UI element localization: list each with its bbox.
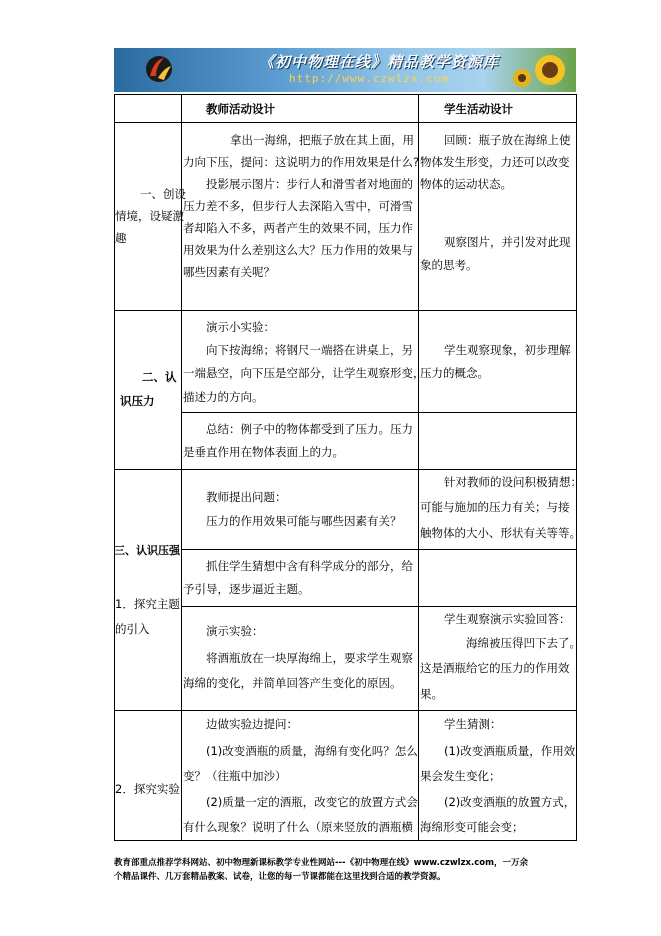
student-text-line: 触物体的大小、形状有关等等。 xyxy=(420,526,581,540)
student-text-line: 这是酒瓶给它的压力的作用效 xyxy=(420,661,570,675)
banner-url: http://www.czwlzx.com xyxy=(289,72,450,85)
teacher-text-line: 者却陷入不多，两者产生的效果不同，压力作 xyxy=(183,221,413,235)
teacher-text-line: 哪些因素有关呢？ xyxy=(183,265,275,279)
teacher-text-line: 压力的作用效果可能与哪些因素有关？ xyxy=(206,514,402,528)
teacher-text-line: 演示实验： xyxy=(206,624,264,638)
student-text-line: 海绵形变可能会变； xyxy=(420,820,524,834)
student-text-line: 观察图片，并引发对此现 xyxy=(444,235,571,249)
student-text-line: (1)改变酒瓶质量，作用效 xyxy=(444,744,576,758)
teacher-text-line: 向下按海绵；将钢尺一端搭在讲桌上，另 xyxy=(206,343,413,357)
student-text-line: 果。 xyxy=(420,687,443,701)
student-text-line: 学生猜测： xyxy=(444,717,502,731)
header-blank-cell xyxy=(114,94,182,123)
teacher-text-line: 压力差不多，但步行人去深陷入雪中，可滑雪 xyxy=(183,199,413,213)
sunflower-image xyxy=(502,50,572,90)
teacher-text-line: (2)质量一定的酒瓶，改变它的放置方式会 xyxy=(206,795,418,809)
section-label-line: 趣 xyxy=(115,231,127,245)
teacher-text-line: 变？（往瓶中加沙） xyxy=(183,769,287,783)
student-text-line: 针对教师的设问积极猜想： xyxy=(444,475,582,489)
teacher-text-line: 海绵的变化，并简单回答产生变化的原因。 xyxy=(183,676,402,690)
section-label-line: 的引入 xyxy=(115,622,150,636)
teacher-text-line: 边做实验边提问： xyxy=(206,717,298,731)
section-label-line: 1．探究主题 xyxy=(115,597,180,611)
teacher-text-line: 用效果为什么差别这么大？压力作用的效果与 xyxy=(183,243,413,257)
student-text-line: 学生观察演示实验回答： xyxy=(444,612,571,626)
footer-line: 个精品课件、几万套精品教案、试卷，让您的每一节课都能在这里找到合适的教学资源。 xyxy=(114,872,446,882)
teacher-text-line: 将酒瓶放在一块厚海绵上，要求学生观察 xyxy=(206,651,413,665)
student-text-line: 可能与施加的压力有关；与接 xyxy=(420,500,570,514)
teacher-text-line: 拿出一海绵，把瓶子放在其上面，用 xyxy=(230,133,414,147)
section-label-line: 2．探究实验 xyxy=(115,782,180,796)
student-cell xyxy=(418,412,577,470)
section-label-line: 情境，设疑激 xyxy=(115,209,184,223)
teacher-text-line: 描述力的方向。 xyxy=(183,390,264,404)
teacher-text-line: 抓住学生猜想中含有科学成分的部分，给 xyxy=(206,559,413,573)
teacher-text-line: 予引导，逐步逼近主题。 xyxy=(183,582,310,596)
section-label-line: 二、认 xyxy=(142,370,177,384)
student-text-line: (2)改变酒瓶的放置方式， xyxy=(444,795,576,809)
student-cell xyxy=(418,549,577,607)
logo-icon xyxy=(144,54,174,84)
page-footer xyxy=(114,856,584,884)
teacher-text-line: 投影展示图片：步行人和滑雪者对地面的 xyxy=(206,177,413,191)
student-text-line: 回顾：瓶子放在海绵上使 xyxy=(444,133,571,147)
teacher-text-line: 力向下压，提问：这说明力的作用效果是什么? xyxy=(183,155,420,169)
teacher-text-line: 演示小实验： xyxy=(206,320,275,334)
student-text-line: 物体的运动状态。 xyxy=(420,177,512,191)
student-text-line: 学生观察现象，初步理解 xyxy=(444,343,571,357)
banner-title: 《初中物理在线》精品教学资源库 xyxy=(259,53,500,71)
teacher-text-line: 一端悬空，向下压是空部分，让学生观察形变， xyxy=(183,366,425,380)
section-label-line: 一、创设 xyxy=(140,187,186,201)
teacher-text-line: 教师提出问题： xyxy=(206,490,287,504)
student-text-line: 果会发生变化； xyxy=(420,769,501,783)
teacher-text-line: 有什么现象？说明了什么（原来竖放的酒瓶横 xyxy=(183,820,413,834)
teacher-text-line: (1)改变酒瓶的质量，海绵有变化吗？怎么 xyxy=(206,744,418,758)
teacher-text-line: 总结：例子中的物体都受到了压力。压力 xyxy=(206,422,413,436)
section-label-cell xyxy=(114,469,182,711)
student-text-line: 海绵被压得凹下去了。 xyxy=(466,636,581,650)
section-label-cell xyxy=(114,710,182,841)
section-label-line: 识压力 xyxy=(120,394,155,408)
student-text-line: 象的思考。 xyxy=(420,258,478,272)
student-text-line: 压力的概念。 xyxy=(420,366,489,380)
section-label-line: 三、认识压强 xyxy=(114,544,180,557)
teacher-text-line: 是垂直作用在物体表面上的力。 xyxy=(183,445,344,459)
header-banner xyxy=(114,48,576,92)
student-column-header: 学生活动设计 xyxy=(444,102,513,116)
student-text-line: 物体发生形变，力还可以改变 xyxy=(420,155,570,169)
footer-line: 教育部重点推荐学科网站、初中物理新课标教学专业性网站---《初中物理在线》www.czwlzx.com，一万余 xyxy=(114,858,528,868)
teacher-column-header: 教师活动设计 xyxy=(206,102,275,116)
